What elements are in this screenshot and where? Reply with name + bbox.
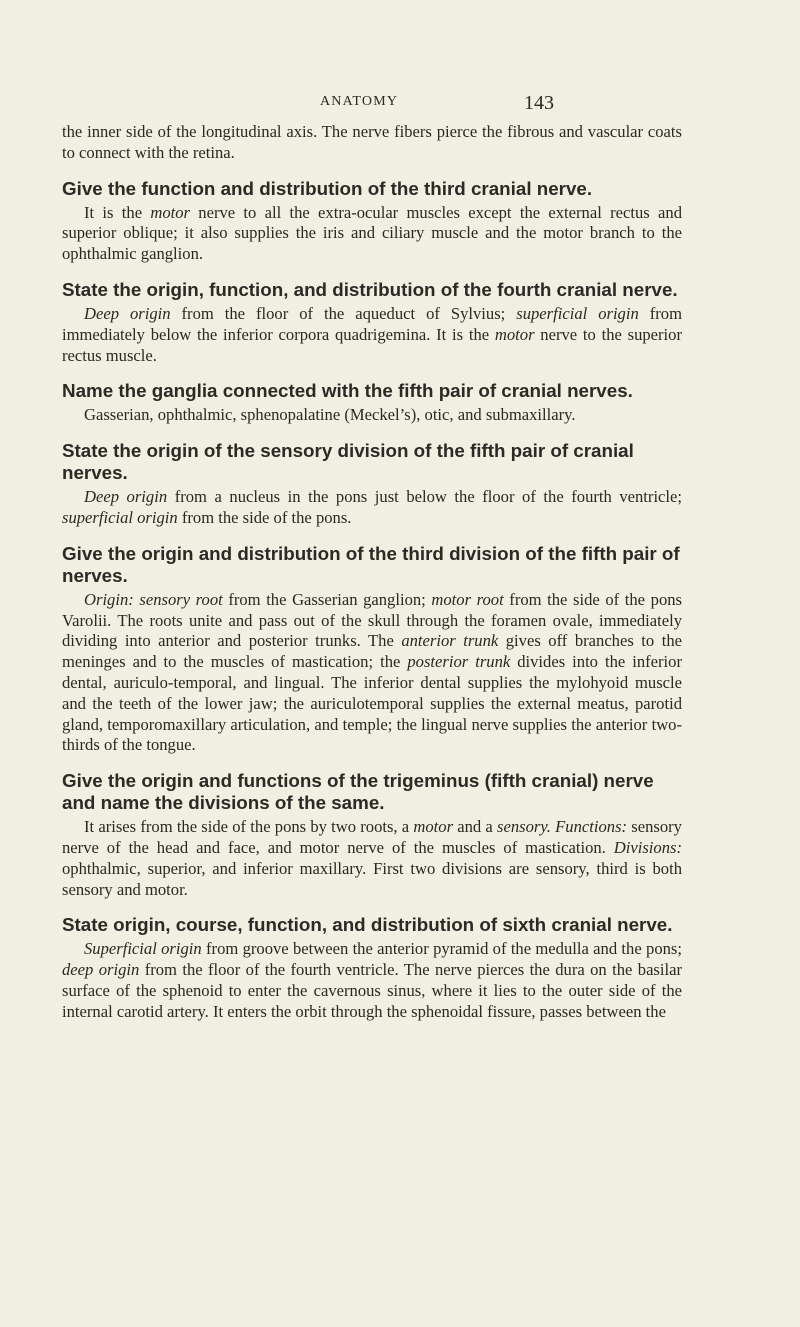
question-heading-fifth-ganglia: Name the ganglia connected with the fifth pair of cranial nerves. <box>62 380 633 402</box>
answer-fourth-nerve <box>62 304 682 366</box>
question-heading-sixth-nerve: State origin, course, function, and distribution of sixth cranial nerve. <box>62 914 673 936</box>
question-heading-third-nerve: Give the function and distribution of the third cranial nerve. <box>62 177 593 199</box>
italic-term: Functions: <box>555 817 628 837</box>
text-run: from the side of the pons. <box>177 507 352 527</box>
italic-term: sensory. <box>497 817 551 837</box>
answer-sixth-nerve <box>62 939 682 1022</box>
text-run: from the floor of the aqueduct of Sylvius; <box>170 303 517 323</box>
text-run: from the side of the pons Varolii. The roots unite and pass out of the skull through the foramen ovale, immediately dividing into anterior and posterior trunks. The <box>62 589 682 651</box>
italic-term: motor <box>413 817 454 837</box>
text-run: and a <box>453 817 497 837</box>
answer-third-division <box>62 590 682 756</box>
italic-term: anterior trunk <box>401 631 499 651</box>
text-run: Gasserian, ophthalmic, sphenopalatine (Meckel’s), otic, and submaxillary. <box>84 405 576 425</box>
text-run: from groove between the anterior pyramid of the medulla and the pons; <box>201 939 682 959</box>
text-run: gives off branches to the meninges and to the muscles of mastication; the <box>62 631 682 672</box>
text-run: nerve to the superior rectus muscle. <box>62 324 682 365</box>
italic-term: posterior trunk <box>407 652 511 672</box>
answer-third-nerve <box>62 203 682 265</box>
italic-term: motor <box>150 202 190 222</box>
text-run: ophthalmic, superior, and inferior maxillary. First two divisions are sensory, third is both sensory and motor. <box>62 858 682 899</box>
running-head-title: ANATOMY <box>320 94 399 109</box>
answer-trigeminus <box>62 817 682 900</box>
page-number: 143 <box>524 92 554 114</box>
italic-term: Origin: sensory root <box>84 589 223 609</box>
text-run: sensory nerve of the head and face, and motor nerve of the muscles of mastication. <box>62 817 682 857</box>
intro-paragraph <box>62 122 682 164</box>
text-run: divides into the inferior dental, auriculo-temporal, and lingual. The inferior dental supplies the mylohyoid muscle and the teeth of the lower jaw; the auriculotemporal supplies the external meatus, parotid gland, temporomaxillary articulation, and temple; the lingual nerve supplies the anterior two-thirds of the tongue. <box>62 652 682 755</box>
italic-term: deep origin <box>62 960 140 980</box>
question-heading-third-division: Give the origin and distribution of the third division of the fifth pair of nerves. <box>62 542 680 586</box>
italic-term: Superficial origin <box>84 939 202 959</box>
italic-term: superficial origin <box>516 303 639 323</box>
question-heading-trigeminus: Give the origin and functions of the trigeminus (fifth cranial) nerve and name the divisions of the same. <box>62 770 654 814</box>
text-run: from a nucleus in the pons just below the floor of the fourth ventricle; <box>167 487 683 507</box>
italic-term: superficial origin <box>62 507 178 527</box>
italic-term: Deep origin <box>84 303 171 323</box>
page-content <box>62 122 682 1023</box>
question-heading-sensory-division: State the origin of the sensory division of the fifth pair of cranial nerves. <box>62 440 634 484</box>
text-run: It is the <box>84 202 151 222</box>
italic-term: motor <box>494 324 535 344</box>
answer-sensory-division <box>62 487 682 529</box>
question-heading-fourth-nerve: State the origin, function, and distribution of the fourth cranial nerve. <box>62 278 678 300</box>
text-run: from immediately below the inferior corpora quadrigemina. It is the <box>62 303 682 344</box>
text-run: nerve to all the extra-ocular muscles except the external rectus and superior oblique; it also supplies the iris and ciliary muscle and the motor branch to the ophthalmic ganglion. <box>62 202 682 264</box>
text-run: It arises from the side of the pons by two roots, a <box>84 817 414 837</box>
text-run: the inner side of the longitudinal axis. The nerve fibers pierce the fibrous and vascular coats to connect with the retina. <box>62 122 682 162</box>
text-run: from the floor of the fourth ventricle. The nerve pierces the dura on the basilar surface of the sphenoid to enter the cavernous sinus, where it lies to the outer side of the internal carotid artery. It enters the orbit through the sphenoidal fissure, passes between the <box>62 960 682 1021</box>
text-run: from the Gasserian ganglion; <box>222 589 432 609</box>
italic-term: Divisions: <box>613 837 682 857</box>
italic-term: Deep origin <box>84 487 168 507</box>
italic-term: motor root <box>431 589 504 609</box>
running-header <box>0 90 800 120</box>
answer-fifth-ganglia <box>62 405 682 426</box>
